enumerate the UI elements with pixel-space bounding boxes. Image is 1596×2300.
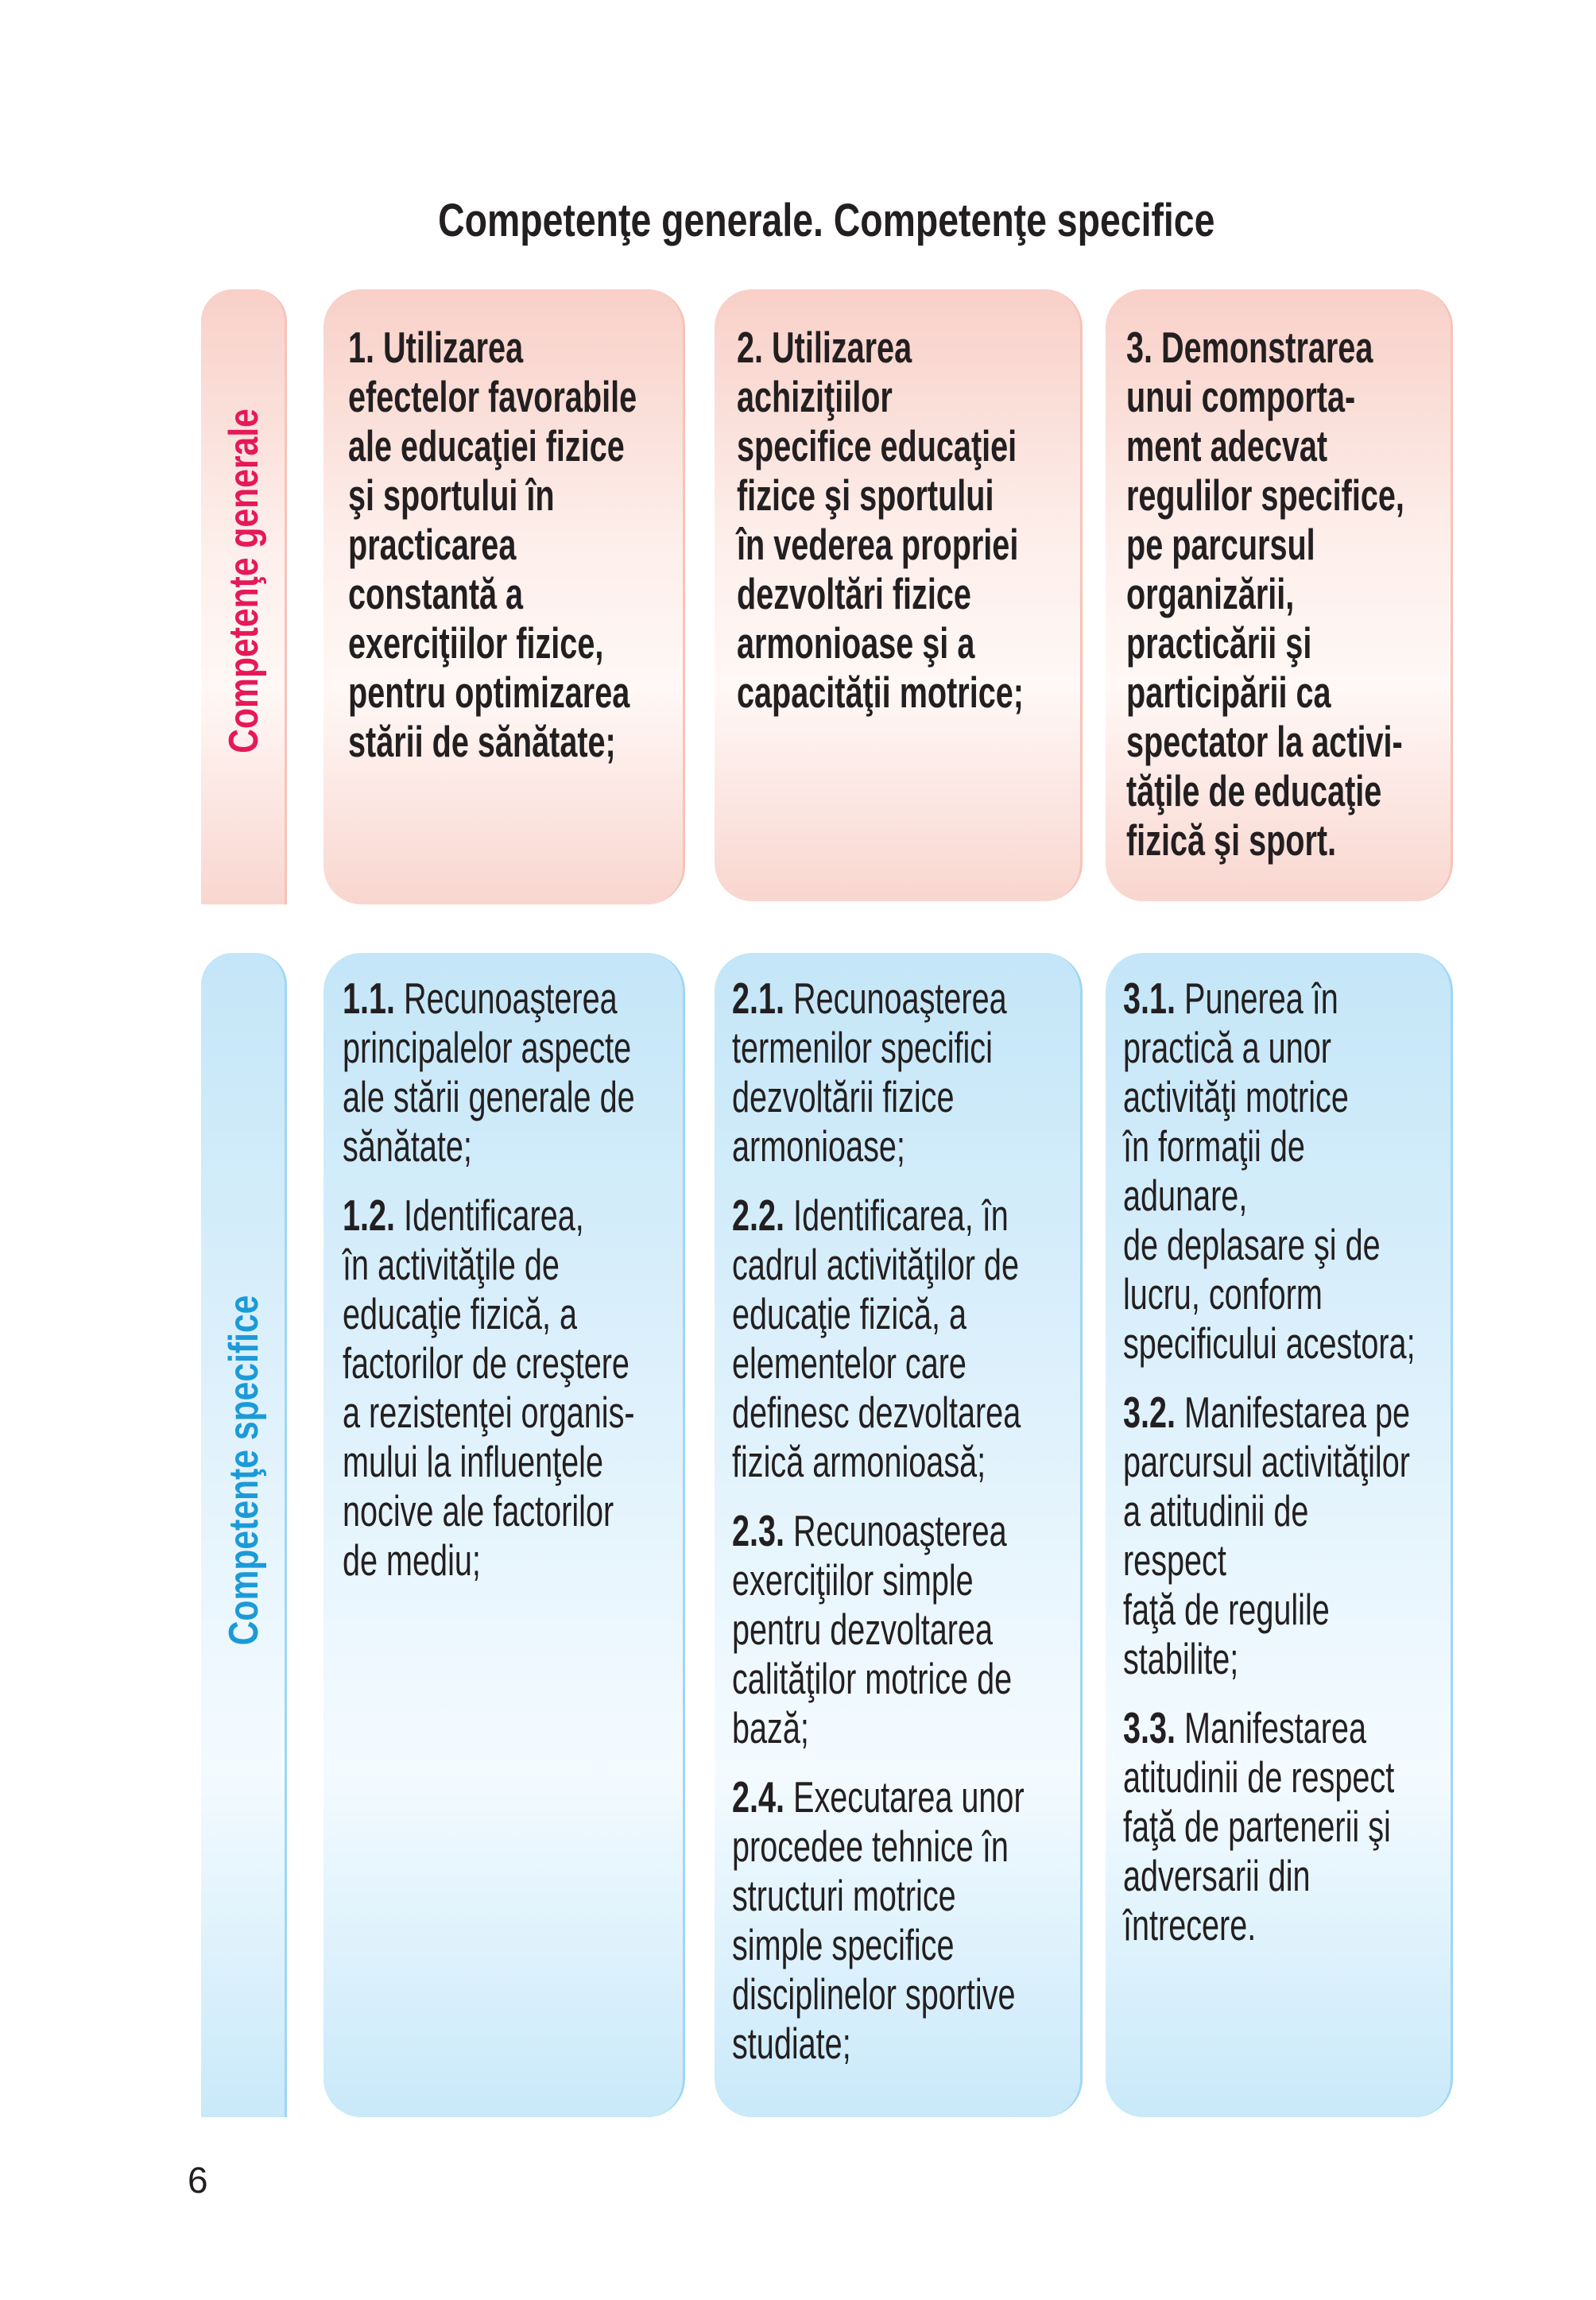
text-line: calităţilor motrice de: [732, 1654, 1013, 1703]
text-line: pentru dezvoltarea: [732, 1605, 994, 1654]
text-line: tăţile de educaţie: [1126, 766, 1382, 815]
text-line: [732, 1772, 1025, 1822]
text-line: dezvoltări fizice: [737, 569, 971, 618]
item-number: 3.3.: [1123, 1703, 1176, 1752]
text-line: faţă de partenerii şi: [1123, 1802, 1391, 1851]
text-line: practicării şi: [1126, 618, 1312, 668]
item-number: 3.2.: [1123, 1388, 1176, 1437]
text-line: [732, 1506, 1025, 1555]
text-line: definesc dezvoltarea: [732, 1388, 1021, 1437]
text-line: lucru, conform: [1123, 1269, 1323, 1318]
text-line: spectator la activi-: [1126, 717, 1403, 766]
text-line: practică a unor: [1123, 1023, 1331, 1072]
specific-competences-3: [1123, 974, 1529, 1969]
text-line: studiate;: [732, 2019, 851, 2068]
text-line: capacităţii motrice;: [737, 668, 1024, 717]
text-line: stabilite;: [1123, 1634, 1239, 1683]
specific-competence-item: [343, 974, 749, 1171]
text-line: constantă a: [348, 569, 524, 618]
text-line: de mediu;: [343, 1535, 481, 1585]
text-line: ment adecvat: [1126, 421, 1328, 470]
text-line: achiziţiilor: [737, 372, 893, 421]
item-number: 1.2.: [343, 1191, 396, 1240]
text-line: a rezistenţei organis-: [343, 1388, 635, 1437]
text-line: adunare,: [1123, 1171, 1248, 1220]
text-line: specificului acestora;: [1123, 1318, 1416, 1368]
text-line: [1123, 974, 1416, 1023]
text-line: elementelor care: [732, 1338, 967, 1388]
text-line: a atitudinii de: [1123, 1486, 1309, 1535]
specific-competences-2: [732, 974, 1138, 2088]
specific-competence-item: [1123, 1388, 1529, 1683]
text-line: 1. Utilizarea: [348, 323, 524, 372]
text-line: în formaţii de: [1123, 1121, 1305, 1171]
item-text: Manifestarea: [1176, 1703, 1366, 1752]
item-text: Recunoaşterea: [784, 1506, 1007, 1555]
item-number: 2.2.: [732, 1191, 785, 1240]
item-text: Punerea în: [1176, 974, 1338, 1023]
text-line: educaţie fizică, a: [732, 1289, 967, 1338]
item-number: 1.1.: [343, 974, 396, 1023]
item-text: Recunoaşterea: [395, 974, 618, 1023]
text-line: întrecere.: [1123, 1900, 1257, 1950]
specific-competence-item: [732, 1772, 1138, 2068]
text-line: pe parcursul: [1126, 520, 1315, 569]
item-number: 2.4.: [732, 1772, 785, 1822]
text-line: ale stării generale de: [343, 1072, 635, 1121]
text-line: 2. Utilizarea: [737, 323, 912, 372]
specific-label: Competenţe specifice: [221, 1295, 267, 1646]
text-line: fizică şi sport.: [1126, 815, 1337, 865]
text-line: faţă de regulile: [1123, 1585, 1330, 1634]
general-label: Competenţe generale: [221, 409, 267, 753]
text-line: regulilor specifice,: [1126, 470, 1404, 520]
text-line: fizice şi sportului: [737, 470, 994, 520]
text-line: exerciţiilor simple: [732, 1555, 974, 1605]
text-line: [732, 974, 1025, 1023]
text-line: sănătate;: [343, 1121, 472, 1171]
text-line: procedee tehnice în: [732, 1822, 1009, 1871]
item-number: 2.1.: [732, 974, 785, 1023]
item-text: Recunoaşterea: [784, 974, 1007, 1023]
text-line: efectelor favorabile: [348, 372, 637, 421]
text-line: termenilor specifici: [732, 1023, 993, 1072]
text-line: [343, 1191, 635, 1240]
item-number: 2.3.: [732, 1506, 785, 1555]
text-line: respect: [1123, 1535, 1226, 1585]
text-line: organizării,: [1126, 569, 1295, 618]
page-number: 6: [188, 2159, 208, 2201]
general-competence-1: [348, 323, 749, 766]
text-line: participării ca: [1126, 668, 1331, 717]
text-line: cadrul activităţilor de: [732, 1240, 1019, 1289]
item-text: Executarea unor: [784, 1772, 1025, 1822]
text-line: 3. Demonstrarea: [1126, 323, 1373, 372]
text-line: pentru optimizarea: [348, 668, 630, 717]
specific-competence-item: [732, 1506, 1138, 1752]
item-text: Identificarea, în: [784, 1191, 1009, 1240]
text-line: factorilor de creştere: [343, 1338, 629, 1388]
text-line: mului la influenţele: [343, 1437, 604, 1486]
text-line: [1123, 1388, 1416, 1437]
text-line: stării de sănătate;: [348, 717, 616, 766]
text-line: structuri motrice: [732, 1871, 956, 1920]
item-text: Manifestarea pe: [1176, 1388, 1411, 1437]
specific-competence-item: [343, 1191, 749, 1585]
text-line: dezvoltării fizice: [732, 1072, 955, 1121]
text-line: parcursul activităţilor: [1123, 1437, 1410, 1486]
text-line: educaţie fizică, a: [343, 1289, 577, 1338]
text-line: practicarea: [348, 520, 517, 569]
item-number: 3.1.: [1123, 974, 1176, 1023]
text-line: fizică armonioasă;: [732, 1437, 986, 1486]
specific-competence-item: [732, 974, 1138, 1171]
specific-competence-item: [732, 1191, 1138, 1486]
text-line: simple specifice: [732, 1920, 955, 1969]
specific-competence-item: [1123, 1703, 1529, 1950]
text-line: [732, 1191, 1025, 1240]
text-line: [343, 974, 635, 1023]
text-line: în vederea propriei: [737, 520, 1019, 569]
page-title: Competenţe generale. Competenţe specifice: [438, 195, 1215, 246]
text-line: adversarii din: [1123, 1851, 1311, 1900]
text-line: de deplasare şi de: [1123, 1220, 1381, 1269]
text-line: atitudinii de respect: [1123, 1752, 1395, 1802]
text-line: activităţi motrice: [1123, 1072, 1349, 1121]
text-line: armonioase şi a: [737, 618, 975, 668]
text-line: bază;: [732, 1703, 809, 1752]
item-text: Identificarea,: [395, 1191, 584, 1240]
text-line: exerciţiilor fizice,: [348, 618, 604, 668]
text-line: principalelor aspecte: [343, 1023, 632, 1072]
text-line: şi sportului în: [348, 470, 555, 520]
specific-competences-1: [343, 974, 749, 1605]
general-competence-2: [737, 323, 1135, 717]
text-line: [1123, 1703, 1416, 1752]
text-line: armonioase;: [732, 1121, 905, 1171]
text-line: unui comporta-: [1126, 372, 1356, 421]
text-line: ale educaţiei fizice: [348, 421, 625, 470]
text-line: în activităţile de: [343, 1240, 560, 1289]
general-competence-3: [1126, 323, 1513, 865]
specific-competence-item: [1123, 974, 1529, 1368]
text-line: nocive ale factorilor: [343, 1486, 614, 1535]
text-line: disciplinelor sportive: [732, 1969, 1016, 2019]
text-line: specifice educaţiei: [737, 421, 1017, 470]
